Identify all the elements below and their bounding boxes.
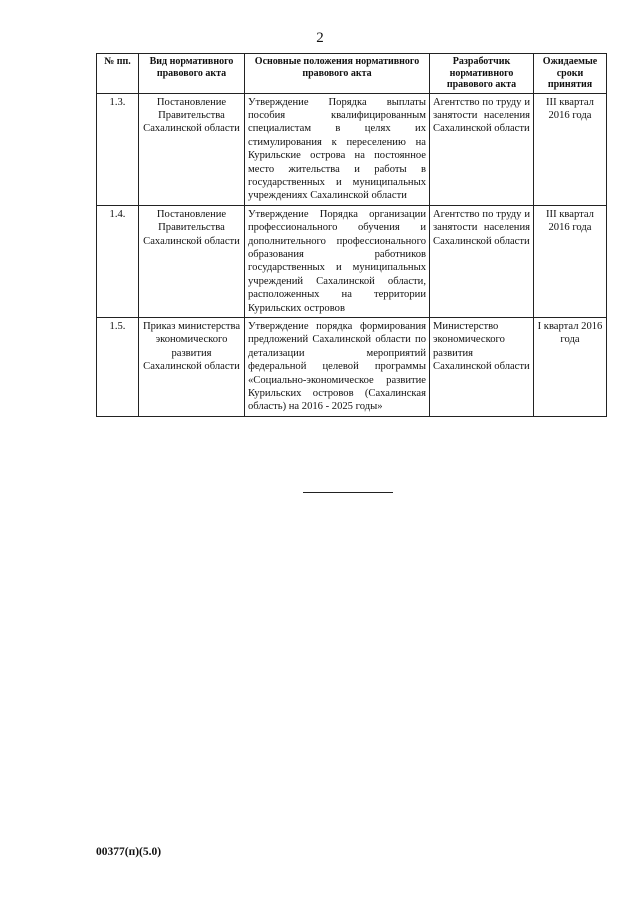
header-num: № пп. [97, 54, 139, 94]
row-developer: Агентство по труду и занятости населения Сахалинской области [430, 93, 534, 205]
row-main-provisions: Утверждение Порядка выплаты пособия квалифицированным специалистам в целях их стимулирования к переселению на Курильские острова на постоянное место жительства и работы в государственных и муниципальных учреждениях Сахалинской области [245, 93, 430, 205]
table-row [97, 205, 607, 317]
row-act-type: Приказ министерства экономического развития Сахалинской области [139, 318, 245, 417]
row-main-provisions: Утверждение Порядка организации профессионального обучения и дополнительного профессионального образования работников государственных и муниципальных учреждений Сахалинской области, расположенных на территории Курильских островов [245, 205, 430, 317]
header-main-provisions: Основные положения нормативного правового акта [245, 54, 430, 94]
document-code: 00377(п)(5.0) [96, 846, 162, 858]
row-developer: Министерство экономического развития Сахалинской области [430, 318, 534, 417]
row-developer: Агентство по труду и занятости населения Сахалинской области [430, 205, 534, 317]
table-header-row [97, 54, 607, 94]
row-num: 1.5. [97, 318, 139, 417]
table-row [97, 93, 607, 205]
normative-acts-table [96, 53, 607, 417]
header-developer: Разработчик нормативного правового акта [430, 54, 534, 94]
header-expected-term: Ожидаемые сроки принятия [534, 54, 607, 94]
row-act-type: Постановление Правительства Сахалинской области [139, 205, 245, 317]
row-expected-term: I квартал 2016 года [534, 318, 607, 417]
row-num: 1.3. [97, 93, 139, 205]
row-expected-term: III квартал 2016 года [534, 205, 607, 317]
row-act-type: Постановление Правительства Сахалинской области [139, 93, 245, 205]
table-row [97, 318, 607, 417]
row-main-provisions: Утверждение порядка формирования предложений Сахалинской области по детализации мероприятий федеральной целевой программы «Социально-экономическое развитие Курильских островов (Сахалинская область) на 2016 - 2025 годы» [245, 318, 430, 417]
end-divider-line [303, 492, 393, 493]
row-expected-term: III квартал 2016 года [534, 93, 607, 205]
page-number: 2 [316, 30, 324, 46]
row-num: 1.4. [97, 205, 139, 317]
header-act-type: Вид нормативного правового акта [139, 54, 245, 94]
